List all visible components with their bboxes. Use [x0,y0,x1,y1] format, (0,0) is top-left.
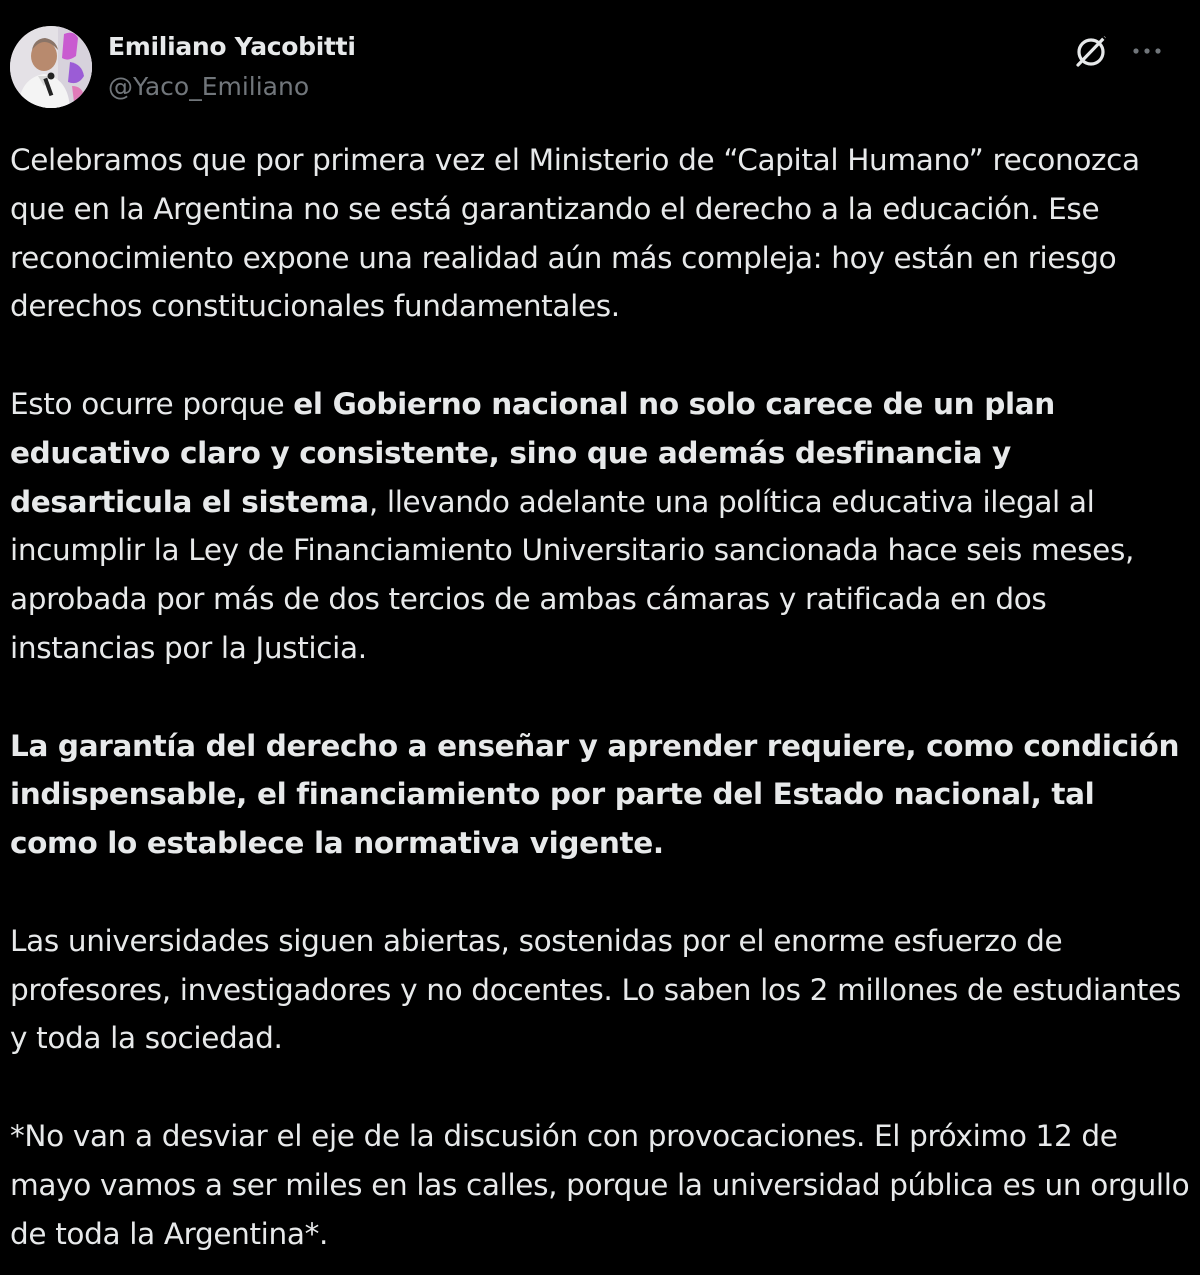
post-paragraph-5: *No van a desviar el eje de la discusión con provocaciones. El próximo 12 de mayo vamos a ser miles en las calles, porque la universidad pública es un orgullo de toda la Argentina*. [10,1118,1199,1251]
grok-icon[interactable] [1072,32,1110,70]
author-display-name[interactable]: Emiliano Yacobitti [108,32,356,61]
author-names [108,30,356,104]
avatar[interactable] [10,26,92,108]
post-text [10,136,1199,1258]
post-paragraph-4: Las universidades siguen abiertas, sostenidas por el enorme esfuerzo de profesores, investigadores y no docentes. Lo saben los 2 millones de estudiantes y toda la sociedad. [10,923,1190,1056]
post-paragraph-2 [10,380,1190,673]
author-handle[interactable]: @Yaco_Emiliano [108,72,310,101]
avatar-photo-icon [10,26,92,108]
more-options-icon[interactable] [1128,32,1166,70]
post-header [10,26,1190,110]
paragraph-2-rest: , llevando adelante una política educativa ilegal al incumplir la Ley de Financiamiento Universitario sancionada hace seis meses, aprobada por más de dos tercios de ambas cámaras y ratificada en dos instancias por la Justicia. [10,484,1144,665]
post-paragraph-1: Celebramos que por primera vez el Ministerio de “Capital Humano” reconozca que en la Argentina no se está garantizando el derecho a la educación. Ese reconocimiento expone una realidad aún más compleja: hoy están en riesgo derechos constitucionales fundamentales. [10,143,1149,324]
paragraph-2-bold: el Gobierno nacional no solo carece de un plan educativo claro y consistente, sino que además desfinancia y desarticula el sistema [10,386,1065,519]
post-paragraph-3: La garantía del derecho a enseñar y aprender requiere, como condición indispensable, el financiamiento por parte del Estado nacional, tal como lo establece la normativa vigente. [10,728,1190,861]
paragraph-2-lead: Esto ocurre porque [10,386,294,421]
